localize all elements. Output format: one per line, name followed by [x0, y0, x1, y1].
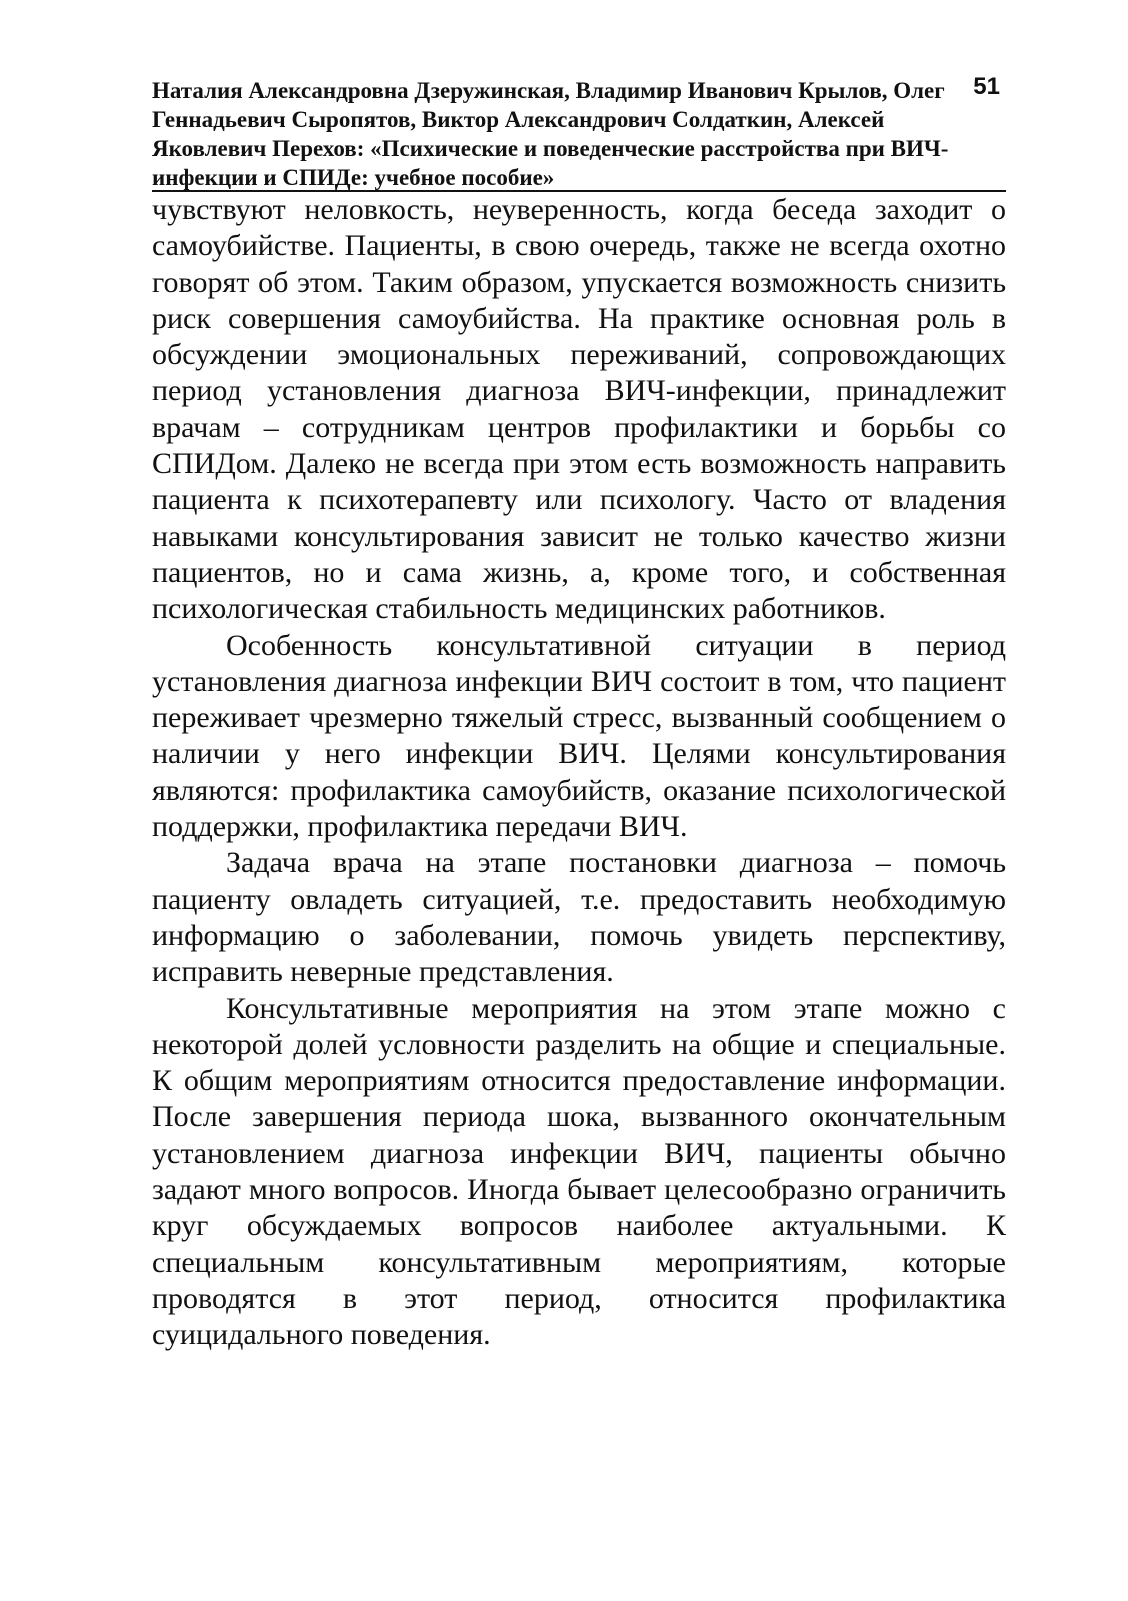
paragraph: Особенность консультативной ситуации в период установления диагноза инфекции ВИЧ состоит в том, что пациент переживает чрезмерно тяжелый стресс, вызванный сообщением о наличии у него инфекции ВИЧ. Целями консультирования являются: профилактика самоубийств, оказание психологической поддержки, профилактика передачи ВИЧ. [152, 628, 1006, 844]
running-header [152, 72, 1006, 192]
page-body [152, 192, 1006, 1354]
paragraph: Консультативные мероприятия на этом этапе можно с некоторой долей условности разделить на общие и специальные. К общим мероприятиям относится предоставление информации. После завершения периода шока, вызванного окончательным установлением диагноза инфекции ВИЧ, пациенты обычно задают много вопросов. Иногда бывает целесообразно ограничить круг обсуждаемых вопросов наиболее актуальными. К специальным консультативным мероприятиям, которые проводятся в этот период, относится профилактика суицидального поведения. [152, 991, 1006, 1352]
paragraph: чувствуют неловкость, неуверенность, когда беседа заходит о самоубийстве. Пациенты, в свою очередь, также не всегда охотно говорят об этом. Таким образом, упускается возможность снизить риск совершения самоубийства. На практике основная роль в обсуждении эмоциональных переживаний, сопровождающих период установления диагноза ВИЧ-инфекции, принадлежит врачам – сотрудникам центров профилактики и борьбы со СПИДом. Далеко не всегда при этом есть возможность направить пациента к психотерапевту или психологу. Часто от владения навыками консультирования зависит не только качество жизни пациентов, но и сама жизнь, а, кроме того, и собственная психологическая стабильность медицинских работников. [152, 193, 1006, 626]
paragraph: Задача врача на этапе постановки диагноза – помочь пациенту овладеть ситуацией, т.е. предоставить необходимую информацию о заболевании, помочь увидеть перспективу, исправить неверные представления. [152, 846, 1006, 989]
page-number: 51 [973, 73, 1000, 100]
book-citation: Наталия Александровна Дзеружинская, Владимир Иванович Крылов, Олег Геннадьевич Сыропятов, Виктор Александрович Солдаткин, Алексей Яковлевич Перехов: «Психические и поведенческие расстройства при ВИЧ-инфекции и СПИДе: учебное пособие» [152, 78, 949, 190]
